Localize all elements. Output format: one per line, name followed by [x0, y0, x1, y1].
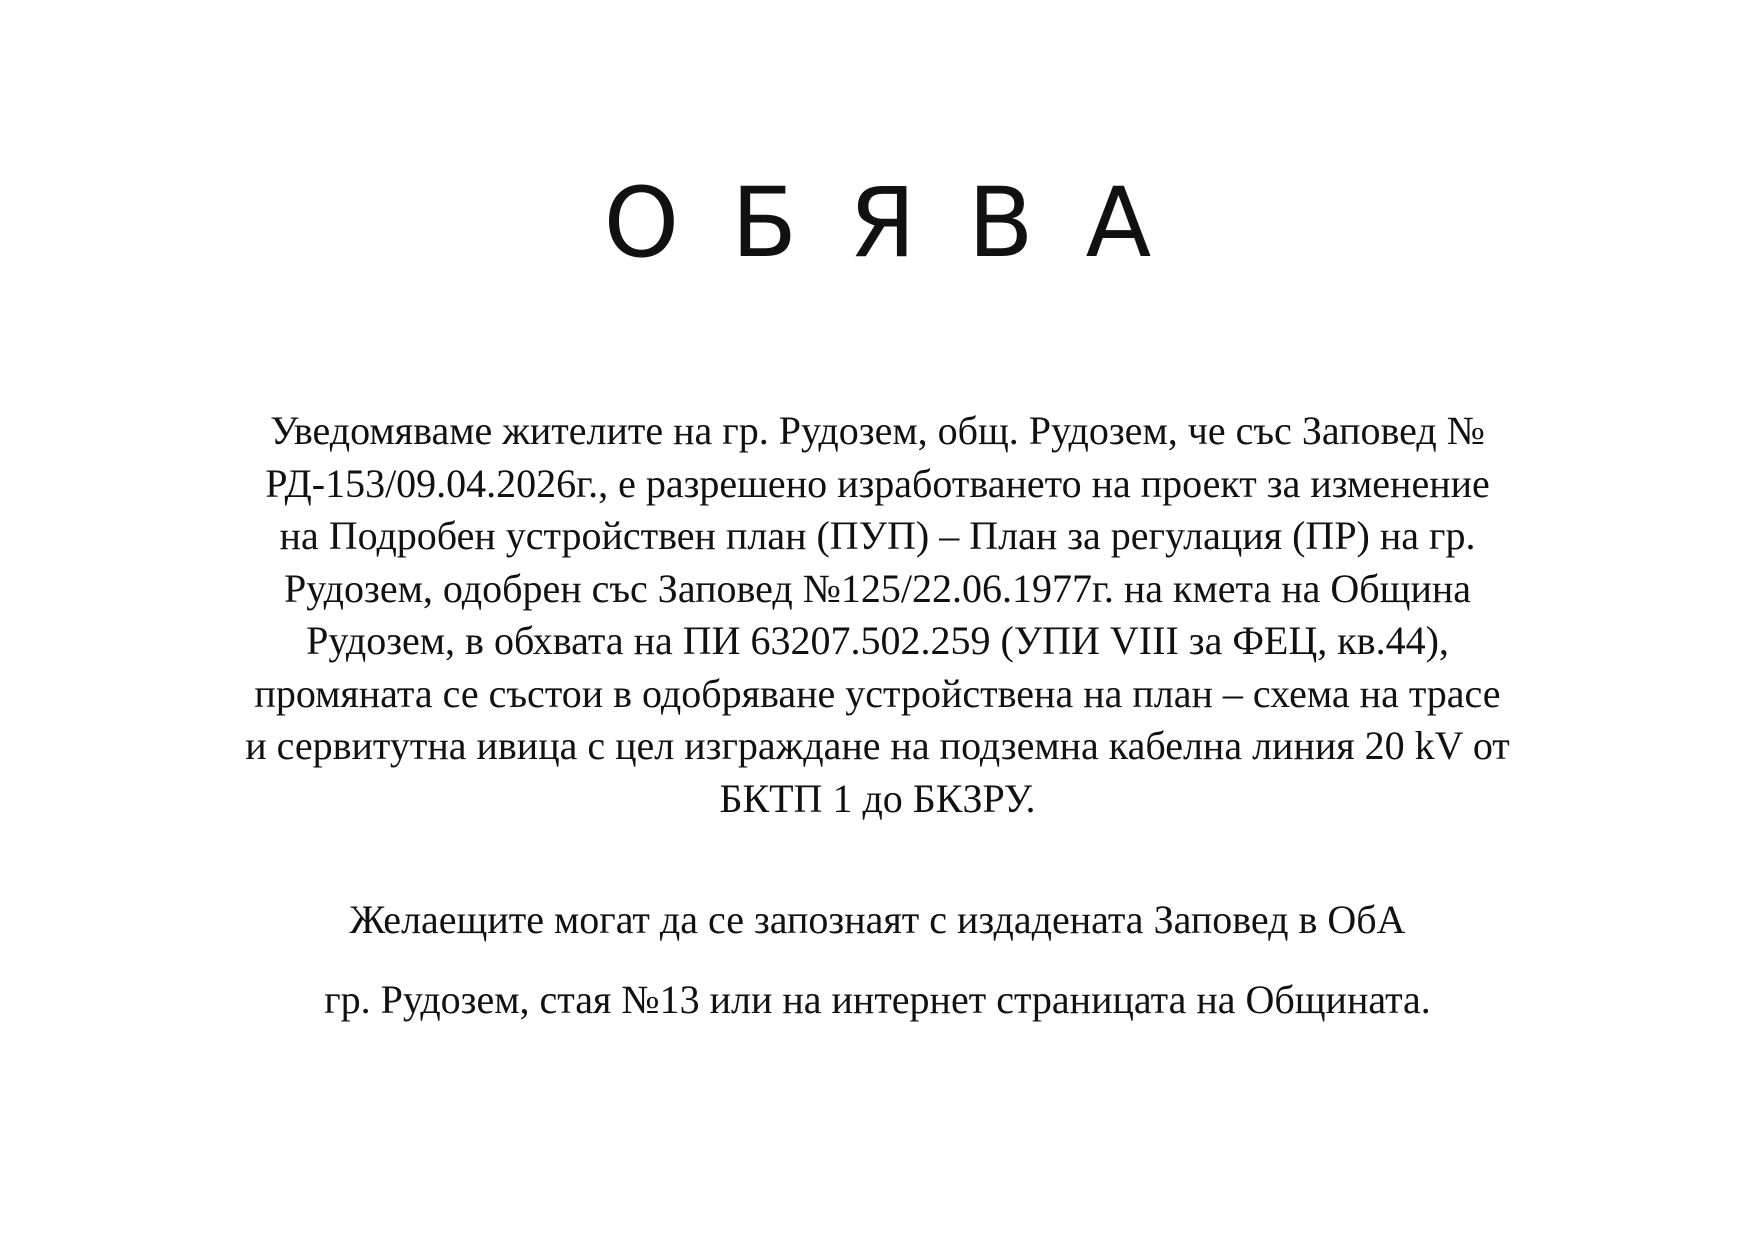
paragraph-line: Рудозем, в обхвата на ПИ 63207.502.259 (УПИ VIII за ФЕЦ, кв.44), [306, 618, 1449, 663]
title-letter: Б [731, 167, 798, 279]
title-letter: В [967, 167, 1034, 279]
notice-paragraph-contact [140, 880, 1615, 1040]
paragraph-line: гр. Рудозем, стая №13 или на интернет страницата на Общината. [324, 977, 1431, 1022]
paragraph-line: Желаещите могат да се запознаят с издадената Заповед в ОбА [349, 897, 1406, 942]
title-letter: О [603, 167, 680, 279]
notice-paragraph-main [140, 405, 1615, 825]
title-letter: Я [849, 167, 916, 279]
title-letter: А [1085, 167, 1152, 279]
paragraph-line: Рудозем, одобрен със Заповед №125/22.06.1977г. на кмета на Община [283, 565, 1472, 611]
paragraph-line: Уведомяваме жителите на гр. Рудозем, общ. Рудозем, че със Заповед № [270, 408, 1485, 453]
paragraph-line: на Подробен устройствен план (ПУП) – План за регулация (ПР) на гр. [279, 513, 1476, 558]
paragraph-line: РД-153/09.04.2026г., е разрешено изработването на проект за изменение [265, 460, 1490, 506]
paragraph-line: БКТП 1 до БКЗРУ. [719, 775, 1036, 821]
paragraph-line: промяната се състои в одобряване устройствена на план – схема на трасе [254, 670, 1501, 716]
paragraph-line: и сервитутна ивица с цел изграждане на подземна кабелна линия 20 kV от [245, 723, 1510, 768]
notice-title [0, 168, 1755, 278]
